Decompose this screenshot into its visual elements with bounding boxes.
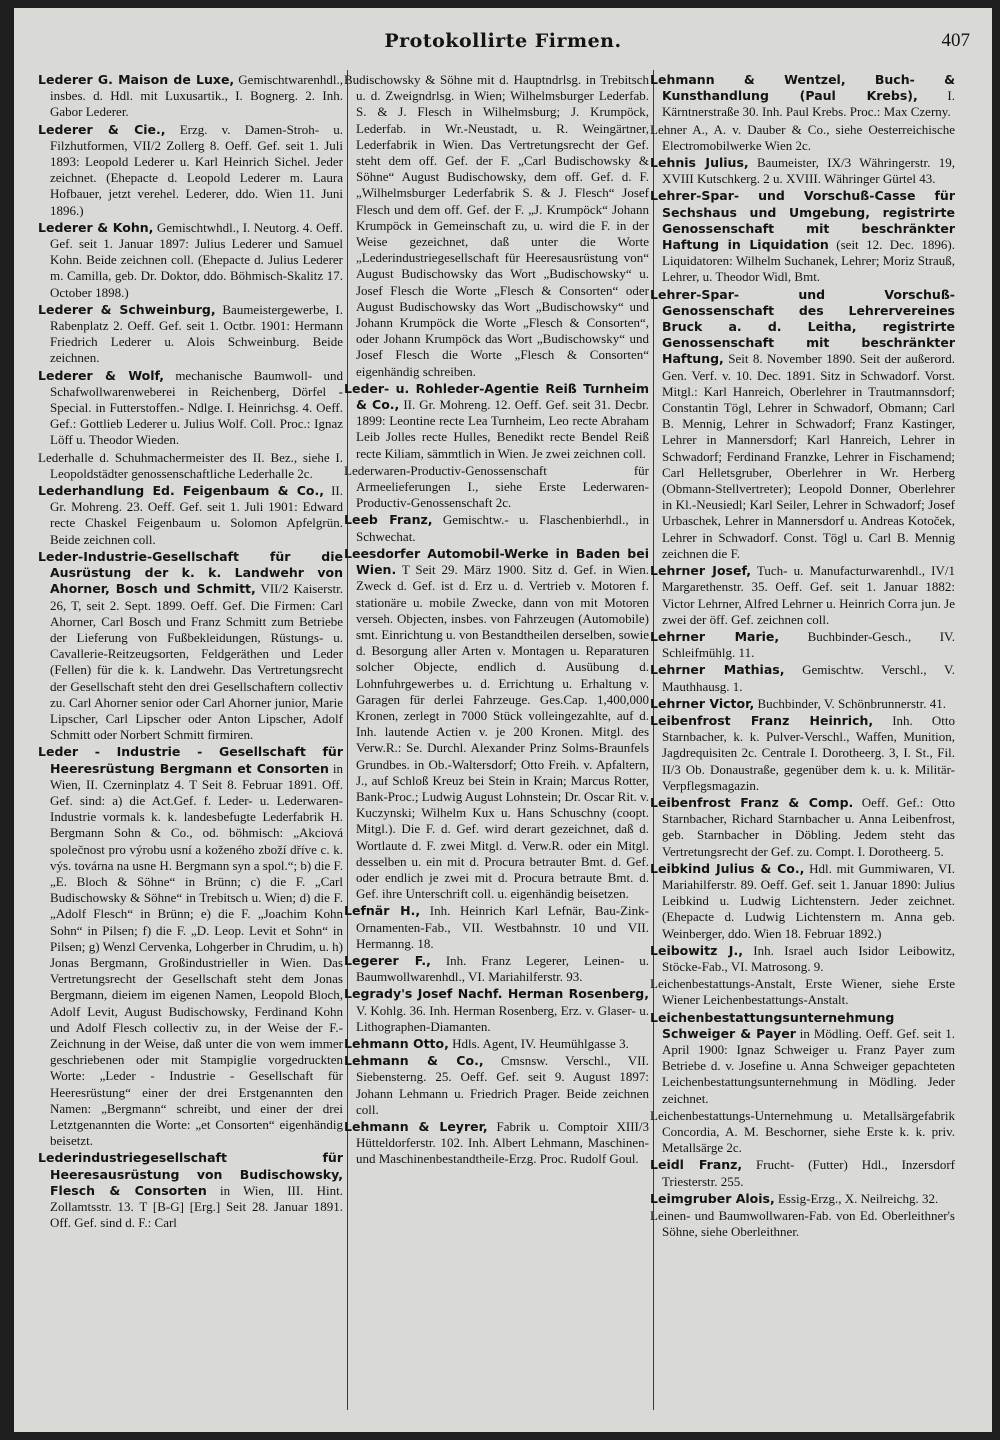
firm-name: Lederer & Schweinburg,: [38, 301, 216, 317]
entry-text: Tuch- u. Manufacturwarenhdl., IV/1 Margarethenstr. 35. Oeff. Gef. seit 1. Januar 1882: Victor Lehrner, Alfred Lehrner u. Heinrich Corra jun. Je zwei der öff. Gef. zeichnen coll.: [662, 563, 955, 627]
entry-text: Cmsnsw. Verschl., VII. Siebensterng. 25. Oeff. Gef. seit 9. August 1897: Johann Lehmann u. Friedrich Prager. Beide zeichnen coll.: [356, 1053, 649, 1117]
directory-entry: [344, 512, 649, 544]
firm-name: Lederer & Kohn,: [38, 219, 154, 235]
directory-entry: [650, 287, 955, 562]
directory-entry: [650, 1191, 955, 1207]
firm-name: Lederindustriegesellschaft für Heeresausrüstung von Budischowsky, Flesch & Consorten: [38, 1150, 343, 1198]
firm-name: Lederhandlung Ed. Feigenbaum & Co.,: [38, 483, 324, 499]
firm-name: Lehrner Marie,: [650, 628, 780, 644]
directory-entry: [344, 903, 649, 952]
firm-name: Leesdorfer Automobil-Werke in Baden bei Wien.: [344, 545, 649, 578]
directory-entry: [650, 943, 955, 975]
firm-name: Lehrner Mathias,: [650, 662, 785, 678]
entry-text: Inh. Israel auch Isidor Leibowitz, Stöcke-Fab., VI. Matrosong. 9.: [662, 942, 955, 974]
directory-entry: [38, 302, 343, 367]
entry-text: in Wien, II. Czerninplatz 4. T Seit 8. Februar 1891. Off. Gef. sind: a) die Act.Gef. f. Leder- u. Lederwaren-Industrie vormals k. k. landesbefugte Lederfabrik H. Bergmann Sohn & Co., od. böhmisch: „Akciová společnost pro výrobu usní a koženého zboží dříve c. k. výs. továrna na usne H. Bergmann syn a spol.“; b) die F. „E. Bloch & Söhne“ in Brünn; c) die F. „Carl Budischowsky & Söhne“ in Trebitsch u. Wien; d) die F. „Adolf Flesch“ in Brünn; e) die F. „Joachim Kohn Sohn“ in Pilsen; f) die F. „D. Leop. Levit et Sohn“ in Pilsen; g) Wenzl Cervenka, Lohgerber in Chrudim, u. h) Jonas Bergmann, Großindustrieller in Wien. Das Vertretungsrecht der Gesellschaft steht dem Jonas Bergmann, dieiem im eigenen Namen, Leopold Bloch, Adolf Levit, August Budischowsky, Ferdinand Kohn und Adolf Flesch collectiv zu, in der Weise der F.-Zeichnung in der Weise, daß unter die von wem immer geschriebenen oder mit Stampiglie vorgedruckten Worte: „Leder - Industrie - Gesellschaft für Heeresrüstung“ einer der drei Erstgenannten den Namen: „Bergmann“ schreibt, und einer der drei Letztgenannten die Worte: „et Consorten“ eigenhändig beisetzt.: [50, 760, 343, 1149]
entry-text: Budischowsky & Söhne mit d. Hauptndrlsg. in Trebitsch u. d. Zweigndrlsg. in Wien; Wilhelmsburger Lederfab. S. & J. Flesch in Wilhelmsburg; J. Krumpöck, Lederfab. in Wr.-Neustadt, u. R. Weingärtner, Lederfabrik in Wien. Das Vertretungsrecht der Gef. steht dem off. Gef. der F. „Carl Budischowsky & Söhne“ August Budischowsky, dem off. Gef. d. F. „Wilhelmsburger Lederfabrik S. & J. Flesch“ Josef Flesch und dem off. Gef. der F. „J. Krumpöck“ Johann Krumpöck in Gemeinschaft zu, u. wird die F. in der Weise gezeichnet, daß unter die Worte „Lederindustriegesellschaft für Heeresausrüstung von“ August Budischowsky das Wort „Budischowsky“ u. Josef Flesch die Worte „Flesch & Consorten“ oder August Budischowsky das Wort „Budischowsky“ und Johann Krumpöck die Worte „Flesch & Consorten“, oder Johann Krumpöck das Wort „Budischowsky“ und Josef Flesch die Worte „Flesch & Consorten“ eigenhändig schreiben.: [344, 72, 649, 379]
page-number: 407: [941, 30, 970, 51]
entry-text: Erzg. v. Damen-Stroh- u. Filzhutformen, VII/2 Zollerg 8. Oeff. Gef. seit 1. Juli 1893: Leopold Lederer u. Karl Heinrich Sichel. Jeder zeichnet. (Ehepacte d. Leopold Lederer m. Laura Hofbauer, jetzt verehel. Lederer, ddo. Wien 11. Juni 1896.): [50, 121, 343, 218]
entry-text: Lederwaren-Productiv-Genossenschaft für Armeelieferungen I., siehe Erste Lederwaren-Productiv-Genossenschaft 2c.: [344, 462, 649, 511]
firm-name: Lederer & Cie.,: [38, 121, 166, 137]
entry-text: Buchbinder, V. Schönbrunnerstr. 41.: [754, 695, 947, 711]
firm-name: Lederer & Wolf,: [38, 367, 165, 383]
directory-entry: [344, 953, 649, 985]
entry-text: Hdls. Agent, IV. Heumühlgasse 3.: [448, 1035, 629, 1051]
directory-entry: [38, 122, 343, 219]
directory-entry: [650, 713, 955, 794]
directory-entry: [650, 1208, 955, 1240]
entry-text: in Wien, III. Hint. Zollamtsstr. 13. T [B-G] [Erg.] Seit 28. Januar 1891. Off. Gef. sind d. F.: Carl: [50, 1182, 343, 1231]
directory-entry: [344, 1036, 649, 1052]
entry-text: Leinen- und Baumwollwaren-Fab. von Ed. Oberleithner's Söhne, siehe Oberleithner.: [650, 1208, 955, 1240]
directory-entry: [650, 563, 955, 628]
entry-text: Gemischtwhdl., I. Neutorg. 4. Oeff. Gef. seit 1. Januar 1897: Julius Lederer und Samuel Kohn. Beide zeichnen coll. (Ehepacte d. Julius Lederer m. Camilla, geb. Dr. Doktor, ddo. Böhmisch-Skalitz 17. October 1898.): [50, 219, 343, 300]
entry-text: (seit 12. Dec. 1896). Liquidatoren: Wilhelm Suchanek, Lehrer; Moriz Strauß, Lehrer, u. Theodor Widl, Bmt.: [662, 237, 955, 285]
firm-name: Leichenbestattungsunternehmung Schweiger & Payer: [650, 1009, 895, 1041]
firm-name: Leibkind Julius & Co.,: [650, 860, 805, 876]
firm-name: Lehmann & Wentzel, Buch- & Kunsthandlung (Paul Krebs),: [650, 72, 955, 104]
directory-page: [14, 8, 992, 1432]
directory-entry: [38, 744, 343, 1149]
firm-name: Lefnär H.,: [344, 903, 421, 919]
column-right: [650, 72, 955, 1412]
directory-entry: [38, 72, 343, 121]
column-left: [38, 72, 343, 1412]
entry-text: Lederhalle d. Schuhmachermeister des II. Bez., siehe I. Leopoldstädter genossenschaftliche Lederhalle 2c.: [38, 449, 343, 481]
page-header: [14, 30, 992, 64]
directory-entry: [344, 72, 649, 380]
firm-name: Lehmann Otto,: [344, 1035, 449, 1051]
entry-text: Frucht- (Futter) Hdl., Inzersdorf Triesterstr. 255.: [662, 1157, 955, 1189]
directory-entry: [344, 546, 649, 902]
entry-text: Inh. Heinrich Karl Lefnär, Bau-Zink-Ornamenten-Fab., VII. Westbahnstr. 10 und VII. Hermanng. 18.: [356, 903, 649, 951]
directory-entry: [38, 1150, 343, 1231]
entry-text: Inh. Franz Legerer, Leinen- u. Baumwollwarenhdl., VI. Mariahilferstr. 93.: [356, 952, 649, 985]
firm-name: Lehrner Josef,: [650, 563, 751, 579]
firm-name: Lehrer-Spar- und Vorschuß-Genossenschaft des Lehrervereines Bruck a. d. Leitha, registrirte Genossenschaft mit beschränkter Haftung,: [650, 286, 955, 367]
entry-text: Seit 8. November 1890. Seit der außerord. Gen. Verf. v. 10. Dec. 1891. Sitz in Schwadorf. Vorst. Mitgl.: Karl Hanreich, Oberlehrer in Trautmannsdorf; Constantin Tögl, Lehrer in Schwadorf, Obmann; Carl B. Mennig, Lehrer in Schwadorf; Franz Kastinger, Lehrer in Mannersdorf; Karl Hanreich, Lehrer in Schwadorf; Ferdinand Franzke, Lehrer in Fischamend; Carl Helletsgruber, Oberlehrer in Wr. Herberg (Obmann-Stellvertreter); Leopold Donner, Oberlehrer in Kl.-Neusiedl; Karl Seiler, Lehrer in Schwadorf; Josef Urbaschek, Lehrer in Mannersdorf u. Andreas Kotoček, Lehrer in Schwadorf. Const. Tögl u. Carl B. Mennig zeichnen die F.: [662, 351, 955, 561]
entry-text: II. Gr. Mohreng. 23. Oeff. Gef. seit 1. Juli 1901: Edward recte Chaskel Feigenbaum u. Solomon Apfelgrün. Beide zeichnen coll.: [50, 483, 343, 547]
directory-entry: [344, 1119, 649, 1168]
entry-text: Essig-Erzg., X. Neilreichg. 32.: [774, 1190, 939, 1206]
entry-text: Baumeistergewerbe, I. Rabenplatz 2. Oeff. Gef. seit 1. Octbr. 1901: Hermann Friedrich Lederer u. Alois Schweinburg. Beide zeichnen.: [50, 301, 343, 366]
directory-entry: [38, 220, 343, 301]
directory-entry: [650, 662, 955, 694]
firm-name: Leidl Franz,: [650, 1157, 743, 1173]
entry-text: Lehner A., A. v. Dauber & Co., siehe Oesterreichische Electromobilwerke Wien 2c.: [650, 121, 955, 153]
firm-name: Lehrer-Spar- und Vorschuß-Casse für Sechshaus und Umgebung, registrirte Genossenschaft mit beschränkter Haftung in Liquidation: [650, 188, 955, 253]
entry-text: I. Kärntnerstraße 30. Inh. Paul Krebs. Proc.: Max Czerny.: [662, 88, 955, 120]
firm-name: Leeb Franz,: [344, 512, 433, 528]
directory-entry: [650, 188, 955, 285]
entry-text: VII/2 Kaiserstr. 26, T, seit 2. Sept. 1899. Oeff. Gef. Die Firmen: Carl Ahorner, Carl Bosch und Franz Schmitt zum Betriebe der Lieferung von Fußbekleidungen, Rüstungs- u. Cavallerie-Reitzeugsorten, Feldgeräthen und Leder (Fellen) für die k. k. Landwehr. Das Vertretungsrecht der Gesellschaft steht den drei Gesellschaftern collectiv zu. Carl Ahorner senior oder Carl Ahorner junior, Marie Lipscher, Carl Lipscher oder Anton Lipscher, Adolf Schmitt oder Norbert Schmitt firmiren.: [50, 581, 343, 743]
directory-entry: [650, 1108, 955, 1157]
entry-text: T Seit 29. März 1900. Sitz d. Gef. in Wien. Zweck d. Gef. ist d. Erz u. d. Vertrieb v. Motoren f. stationäre u. mobile Zwecke, dann von mit Motoren verseh. Objecten, insbes. von Fahrzeugen (Automobile) smt. Einrichtung u. von Bestandtheilen derselben, sowie d. Besorgung aller Arten v. Montagen u. Reparaturen solcher Objecte, endlich d. Ausübung d. Lohnfuhrgewerbes u. d. Errichtung u. Erhaltung v. Garagen für derlei Fahrzeuge. Ges.Cap. 1,400,000 Kronen, zerlegt in 7000 Stück volleingezahlte, auf d. Inh. lautende Actien v. je 200 Kronen. Mitgl. des Verw.R.: Se. Durchl. Alexander Prinz Solms-Braunfels Grundbes. in Ob.-Waltersdorf; Otto Freih. v. Apfaltern, J., auf Schloß Kreuz bei Stein in Krain; Marcus Rotter, Bank-Proc.; Ludwig August Lohnstein; Dr. Oscar Rit. v. Kuczynski; Wilhelm Kux u. Hans Schuschny (coopt. Mitgl.). Die F. d. Gef. wird derart gezeichnet, daß d. Wortlaute d. F. zwei Mitgl. d. Verw.R. oder ein Mitgl. desselben u. ein mit d. Procura betrauter Bmt. d. Gef. oder endlich je zwei mit d. Procura betraute Bmt. d. Gef. ihre Unterschrift coll. u. eigenhändig beisetzen.: [356, 562, 649, 902]
directory-entry: [650, 72, 955, 121]
directory-entry: [650, 861, 955, 942]
directory-entry: [650, 795, 955, 860]
firm-name: Lehmann & Co.,: [344, 1053, 484, 1069]
directory-entry: [650, 1157, 955, 1189]
directory-entry: [344, 1053, 649, 1118]
entry-text: Leichenbestattungs-Anstalt, Erste Wiener, siehe Erste Wiener Leichenbestattungs-Anstalt.: [650, 976, 955, 1008]
firm-name: Lehnis Julius,: [650, 155, 749, 171]
directory-entry: [650, 1010, 955, 1107]
firm-name: Lehrner Victor,: [650, 695, 755, 711]
directory-entry: [344, 381, 649, 462]
firm-name: Leder - Industrie - Gesellschaft für Heeresrüstung Bergmann et Consorten: [38, 744, 343, 776]
firm-name: Lederer G. Maison de Luxe,: [38, 72, 235, 87]
directory-entry: [344, 986, 649, 1035]
entry-text: in Mödling. Oeff. Gef. seit 1. April 1900: Ignaz Schweiger u. Franz Payer zum Betriebe d. v. Josefine u. Anna Schweiger gepachteten Leichenbestattungsunternehmung in Mödling. Jeder zeichnet.: [662, 1025, 955, 1106]
directory-entry: [38, 450, 343, 482]
firm-name: Legrady's Josef Nachf. Herman Rosenberg,: [344, 986, 649, 1002]
entry-text: II. Gr. Mohreng. 12. Oeff. Gef. seit 31. Decbr. 1899: Leontine recte Lea Turnheim, Leo recte Abraham Leib Jolles recte Hulles, Benedikt recte Bendel Reiß recte Kiliam, sämmtlich in Wien. Je zwei zeichnen coll.: [356, 397, 649, 461]
firm-name: Leibenfrost Franz Heinrich,: [650, 712, 874, 728]
entry-text: Baumeister, IX/3 Währingerstr. 19, XVIII Kutschkerg. 2 u. XVIII. Währinger Gürtel 43.: [662, 155, 955, 187]
entry-text: Oeff. Gef.: Otto Starnbacher, Richard Starnbacher u. Anna Leibenfrost, geb. Starnbacher in Döbling. Jedem steht das Vertretungsrecht der Gef. zu. Compt. I. Dorotheerg. 5.: [662, 794, 955, 859]
entry-text: Gemischtw. Verschl., V. Mauthhausg. 1.: [662, 662, 955, 694]
entry-text: Hdl. mit Gummiwaren, VI. Mariahilferstr. 89. Oeff. Gef. seit 1. Januar 1890: Julius Leibkind u. Ludwig Lichtenstern. Jeder zeichnet. (Ehepacte d. Ludwig Lichtenstern m. Anna geb. Weinberger, ddo. Wien 18. Februar 1892.): [662, 860, 955, 941]
directory-entry: [38, 549, 343, 743]
entry-text: Leichenbestattungs-Unternehmung u. Metallsärgefabrik Concordia, A. M. Beschorner, siehe Erste k. k. priv. Metallsärge 2c.: [650, 1107, 955, 1156]
directory-entry: [650, 976, 955, 1008]
directory-entry: [650, 122, 955, 154]
entry-text: Inh. Otto Starnbacher, k. k. Pulver-Verschl., Waffen, Munition, Jagdrequisiten 2c. Centrale I. Dorotheerg. 3, I. St., Fil. II/3 Ob. Donaustraße, gegenüber dem k. u. k. Militär-Verpflegsmagazin.: [662, 712, 955, 793]
firm-name: Leder-Industrie-Gesellschaft für die Ausrüstung der k. k. Landwehr von Ahorner, Bosch und Schmitt,: [38, 548, 343, 597]
entry-text: Buchbinder-Gesch., IV. Schleifmühlg. 11.: [662, 628, 955, 661]
firm-name: Leibenfrost Franz & Comp.: [650, 794, 854, 810]
firm-name: Leibowitz J.,: [650, 942, 743, 958]
firm-name: Leimgruber Alois,: [650, 1190, 775, 1206]
entry-text: mechanische Baumwoll- und Schafwollwarenweberei in Reichenberg, Dörfel - Special. in Futterstoffen.- Ndlge. I. Heinrichsg. 4. Oeff. Gef.: Gottlieb Lederer u. Julius Wolf. Coll. Proc.: Ignaz Löff u. Theodor Wieden.: [50, 367, 343, 448]
directory-entry: [650, 696, 955, 712]
directory-entry: [38, 483, 343, 548]
directory-entry: [344, 463, 649, 512]
firm-name: Leder- u. Rohleder-Agentie Reiß Turnheim & Co.,: [344, 380, 649, 413]
entry-text: Gemischtwarenhdl., insbes. d. Hdl. mit Luxusartik., I. Bognerg. 2. Inh. Gabor Lederer.: [50, 72, 343, 120]
firm-name: Lehmann & Leyrer,: [344, 1119, 488, 1134]
entry-text: V. Kohlg. 36. Inh. Herman Rosenberg, Erz. v. Glaser- u. Lithographen-Diamanten.: [356, 1002, 649, 1034]
directory-entry: [650, 155, 955, 187]
column-middle: [344, 72, 649, 1412]
page-title: Protokollirte Firmen.: [384, 30, 622, 52]
directory-entry: [38, 368, 343, 449]
entry-text: Fabrik u. Comptoir XIII/3 Hütteldorferstr. 102. Inh. Albert Lehmann, Maschinen- und Maschinenbestandtheile-Erzg. Proc. Rudolf Goul.: [356, 1119, 649, 1167]
directory-entry: [650, 629, 955, 661]
firm-name: Legerer F.,: [344, 952, 431, 968]
entry-text: Gemischtw.- u. Flaschenbierhdl., in Schwechat.: [356, 512, 649, 544]
